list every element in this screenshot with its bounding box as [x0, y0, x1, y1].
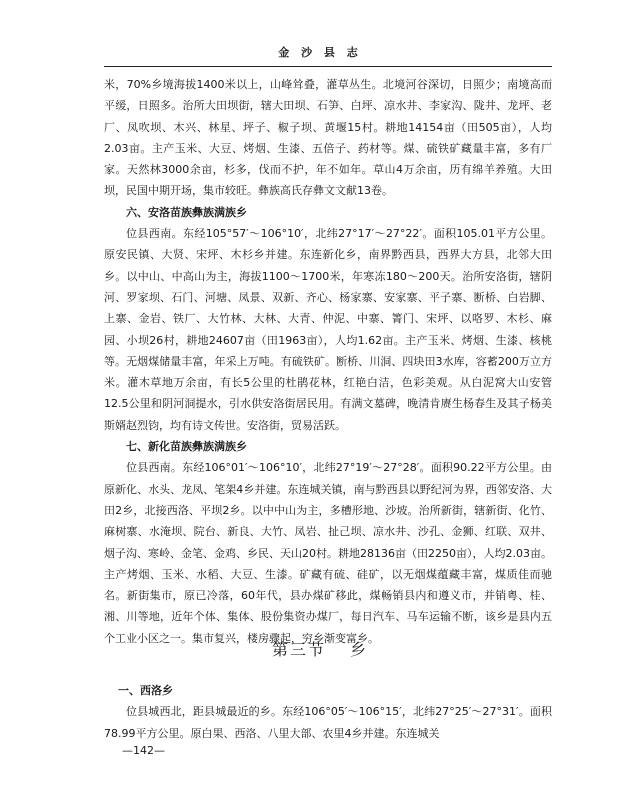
chapter-heading [0, 637, 640, 660]
section-body-xinhua: 位县西南。东经106°01′～106°10′，北纬27°19′～27°28′。面积90.22平方公里。由原新化、水头、龙凤、笔架4乡并建。东连城关镇，南与黔西县以野纪河为界，西邻安洛、大田2乡，北接西洛、平坝2乡。以中中山为主，多槽形地、沙坡。治所新街，辖新街、化竹、麻树寨、水淹坝、院台、新良、大竹、凤岩、扯己坝、凉水井、沙孔、金狮、红联、双井、烟子沟、寒岭、金笔、金鸡、乡民、天山20村。耕地28136亩（田2250亩），人均2.03亩。主产烤烟、玉米、水稻、大豆、生漆。矿藏有硫、硅矿，以无烟煤蕴藏丰富，煤质佳而驰名。新街集市，原已冷落，60年代，县办煤矿移此，煤畅销县内和遵义市，并销粤、桂、湘、川等地，近年个体、集体、股份集资办煤厂，每日汽车、马车运输不断，该乡是县内五个工业小区之一。集市复兴，楼房骤起，穷乡渐变富乡。 [104, 461, 552, 645]
section-heading-anluo: 六、安洛苗族彝族满族乡 [126, 205, 247, 219]
page-number: —142— [122, 744, 165, 757]
chapter-label: 第三节 [271, 640, 326, 659]
section-heading-xiluo: 一、西洛乡 [118, 684, 173, 697]
section-body-anluo: 位县西南。东经105°57′～106°10′，北纬27°17′～27°22′。面积105.01平方公里。原安民镇、大贤、宋坪、木杉乡并建。东连新化乡，南界黔西县，西界大方县，北邻大田乡。以中山、中高山为主，海拔1100～1700米，年寒冻180～200天。治所安洛街，辖阴河、罗家坝、石门、河塘、凤景、双新、齐心、杨家寨、安家寨、平子寨、断桥、白岩脚、上寨、金岩、铁厂、大竹林、大林、大青、仲泥、中寨、箐门、宋坪、以咯罗、木杉、麻园、小坝26村，耕地24607亩（田1963亩），人均1.62亩。主产玉米、烤烟、生漆、核桃等。无烟煤储量丰富，年采上万吨。有硫铁矿。断桥、川洞、四块田3水库，容蓄200万立方米。灌木草地万余亩，有长5公里的杜鹃花林，红艳白洁，色彩美观。从白泥窝大山安管12.5公里和阴河洞提水，引水供安洛街居民用。有满文墓碑，晚清肯赓生杨春生及其子杨美斯婿赵烈钧，均有诗文传世。安洛街，贸易活跃。 [104, 227, 552, 432]
paragraph-continued: 米，70%乡境海拔1400米以上，山峰耸叠，灌草丛生。北境河谷深切，日照少；南境高而平缓，日照多。治所大田坝街，辖大田坝、石笋、白坪、凉水井、李家沟、陇井、龙坪、老厂、凤吹坝、木兴、林星、坪子、椒子坝、黄堰15村。耕地14154亩（田505亩），人均2.03亩。主产玉米、大豆、烤烟、生漆、五倍子、药材等。煤、硫铁矿藏量丰富，多有厂家。天然林3000余亩，杉多，伐而不护，年不如年。草山4万余亩，历有绵羊养殖。大田坝，民国中期开场，集市较旺。彝族高氏存彝文文献13卷。 [104, 78, 552, 198]
running-header: 金 沙 县 志 [278, 46, 362, 59]
tail-text [104, 680, 552, 744]
main-text [104, 74, 552, 649]
section-heading-xinhua: 七、新化苗族彝族满族乡 [126, 440, 247, 454]
header-rule [104, 66, 552, 67]
chapter-title: 乡 [350, 640, 369, 659]
section-body-xiluo: 位县城西北，距县城最近的乡。东经106°05′～106°15′，北纬27°25′～27°31′。面积78.99平方公里。原白果、西洛、八里大部、农里4乡并建。东连城关 [104, 705, 552, 740]
